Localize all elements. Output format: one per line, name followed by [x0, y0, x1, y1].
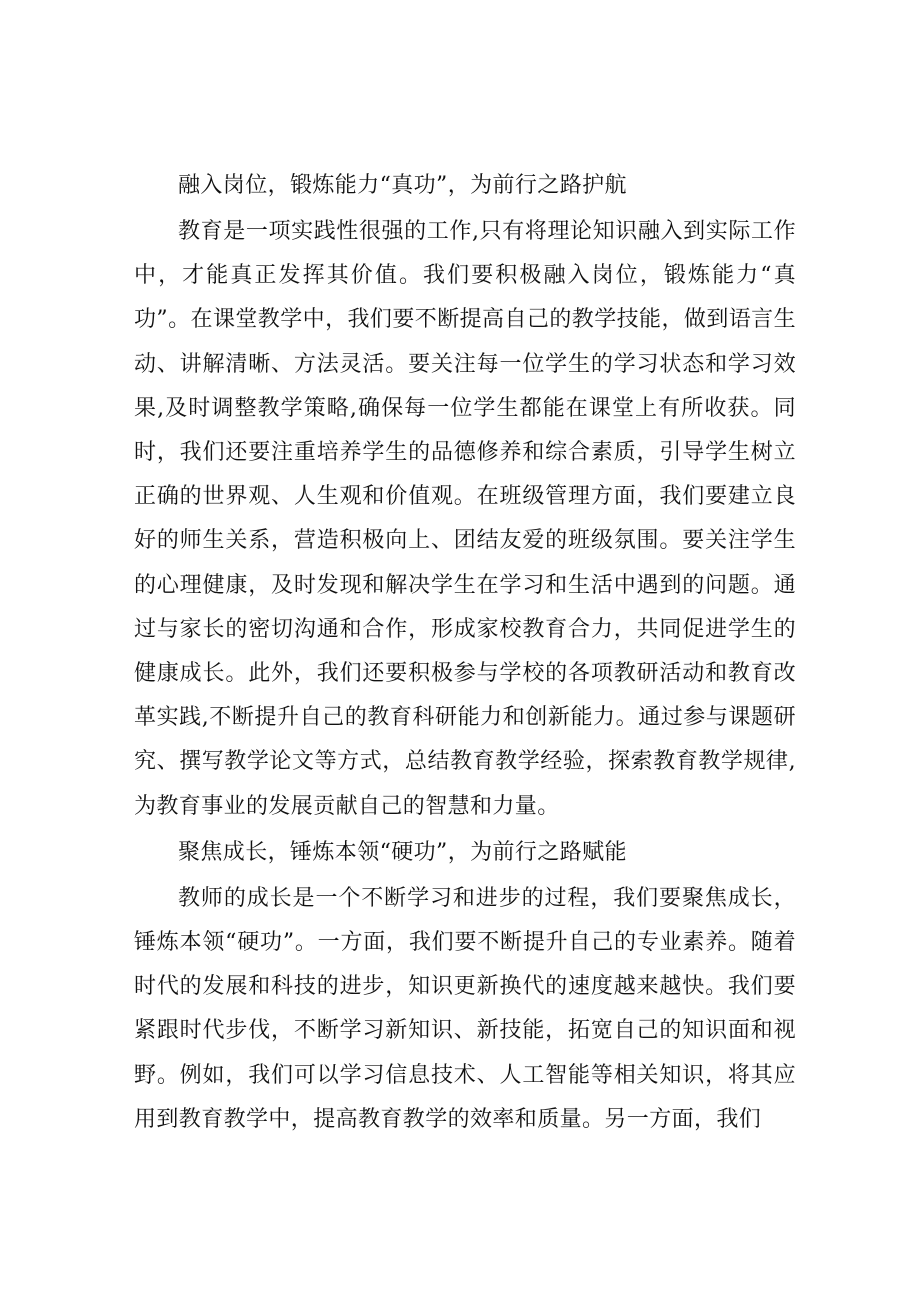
- document-body: [134, 164, 796, 1142]
- section-paragraph-1: 教育是一项实践性很强的工作,只有将理论知识融入到实际工作中，才能真正发挥其价值。我们要积极融入岗位，锻炼能力“真功”。在课堂教学中，我们要不断提高自己的教学技能，做到语言生动、讲解清晰、方法灵活。要关注每一位学生的学习状态和学习效果,及时调整教学策略,确保每一位学生都能在课堂上有所收获。同时，我们还要注重培养学生的品德修养和综合素质，引导学生树立正确的世界观、人生观和价值观。在班级管理方面，我们要建立良好的师生关系，营造积极向上、团结友爱的班级氛围。要关注学生的心理健康，及时发现和解决学生在学习和生活中遇到的问题。通过与家长的密切沟通和合作，形成家校教育合力，共同促进学生的健康成长。此外，我们还要积极参与学校的各项教研活动和教育改革实践,不断提升自己的教育科研能力和创新能力。通过参与课题研究、撰写教学论文等方式，总结教育教学经验，探索教育教学规律,为教育事业的发展贡献自己的智慧和力量。: [134, 219, 796, 819]
- section-heading-2: 聚焦成长，锤炼本领“硬功”，为前行之路赋能: [178, 839, 627, 865]
- section-paragraph-2: 教师的成长是一个不断学习和进步的过程，我们要聚焦成长，锤炼本领“硬功”。一方面，我们要不断提升自己的专业素养。随着时代的发展和科技的进步，知识更新换代的速度越来越快。我们要紧跟时代步伐，不断学习新知识、新技能，拓宽自己的知识面和视野。例如，我们可以学习信息技术、人工智能等相关知识，将其应用到教育教学中，提高教育教学的效率和质量。另一方面，我们: [134, 885, 796, 1132]
- section-heading-1: 融入岗位，锻炼能力“真功”，为前行之路护航: [178, 173, 627, 198]
